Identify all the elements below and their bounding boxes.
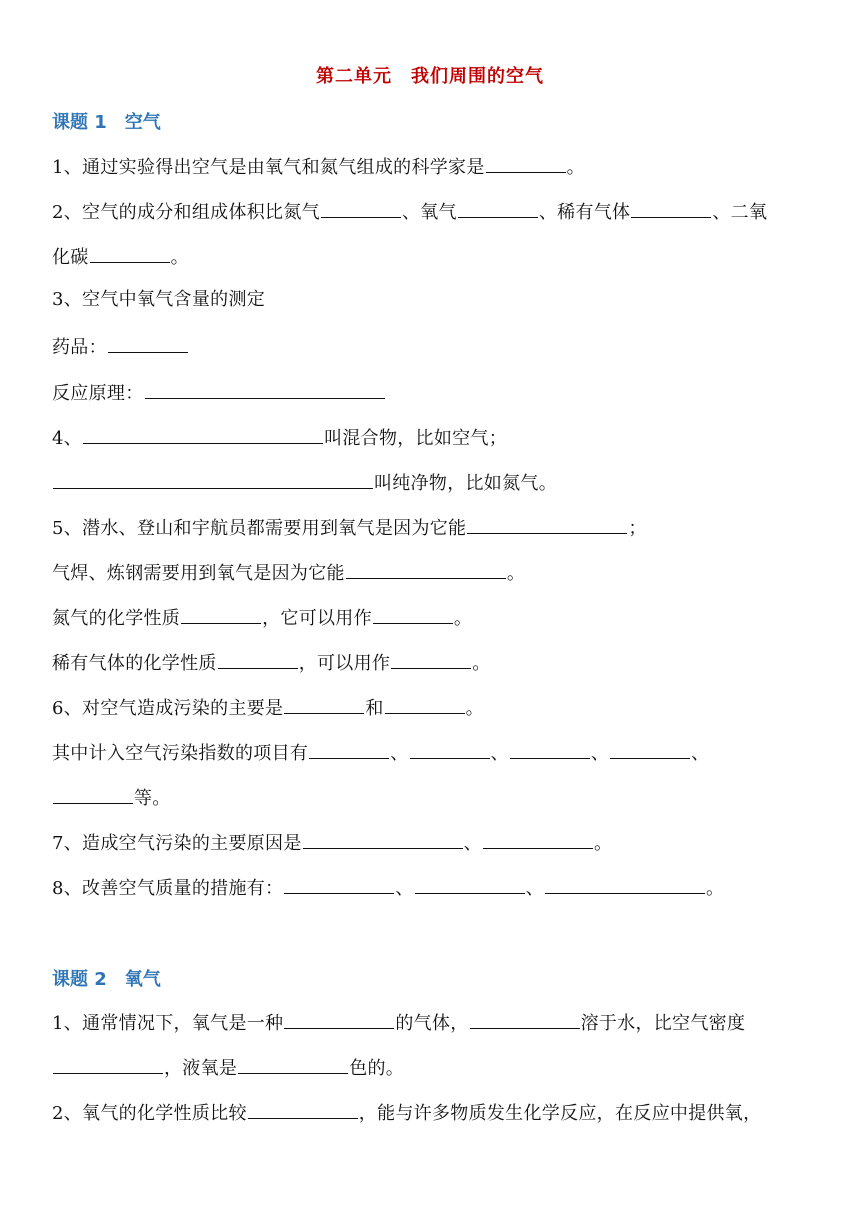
line-text: 氮气的化学性质 xyxy=(52,608,181,629)
line-text: 。 xyxy=(705,878,725,899)
section-heading: 课题 2 氧气 xyxy=(52,969,161,990)
line-text: 反应原理： xyxy=(52,383,144,404)
line-text: 叫纯净物，比如氮气。 xyxy=(374,473,557,494)
line-text: 。 xyxy=(465,698,484,719)
line-text: 3、空气中氧气含量的测定 xyxy=(52,289,266,310)
line-text: 叫混合物，比如空气； xyxy=(324,428,508,449)
line-text: 。 xyxy=(170,247,189,268)
question-line xyxy=(52,875,724,901)
question-line xyxy=(52,199,767,225)
line-text: 其中计入空气污染指数的项目有 xyxy=(52,743,309,764)
question-line xyxy=(52,1010,745,1036)
line-text: 、 xyxy=(490,743,509,764)
question-line xyxy=(52,560,525,586)
question-line xyxy=(52,1100,761,1126)
answer-blank[interactable] xyxy=(483,830,593,849)
question-line xyxy=(52,425,507,451)
line-text: 、 xyxy=(395,878,414,899)
line-text: 的气体， xyxy=(395,1013,469,1034)
answer-blank[interactable] xyxy=(467,515,627,534)
answer-blank[interactable] xyxy=(631,199,711,218)
answer-blank[interactable] xyxy=(218,650,298,669)
line-text: 药品： xyxy=(52,337,107,358)
line-text: 稀有气体的化学性质 xyxy=(52,653,217,674)
question-line xyxy=(52,380,386,406)
line-text: 、 xyxy=(463,833,482,854)
question-line xyxy=(52,740,709,766)
question-line xyxy=(52,288,265,312)
line-text: ，它可以用作 xyxy=(262,608,372,629)
line-text: 5、潜水、登山和宇航员都需要用到氧气是因为它能 xyxy=(52,518,467,539)
question-line xyxy=(52,515,647,541)
answer-blank[interactable] xyxy=(238,1055,348,1074)
line-text: 、氧气 xyxy=(401,202,457,223)
line-text: 、 xyxy=(390,743,409,764)
line-text: 1、通过实验得出空气是由氧气和氮气组成的科学家是 xyxy=(52,157,485,178)
line-text: 、稀有气体 xyxy=(538,202,631,223)
line-text: 、 xyxy=(525,878,544,899)
answer-blank[interactable] xyxy=(415,875,525,894)
answer-blank[interactable] xyxy=(248,1100,358,1119)
answer-blank[interactable] xyxy=(346,560,506,579)
answer-blank[interactable] xyxy=(108,334,188,353)
answer-blank[interactable] xyxy=(284,695,364,714)
unit-title: 第二单元 我们周围的空气 xyxy=(316,66,544,87)
question-line xyxy=(52,695,484,721)
line-text: 。 xyxy=(566,157,585,178)
line-text: 4、 xyxy=(52,428,83,449)
line-text: ，可以用作 xyxy=(298,653,391,674)
line-text: 、二氧 xyxy=(712,202,768,223)
line-text: 6、对空气造成污染的主要是 xyxy=(52,698,284,719)
answer-blank[interactable] xyxy=(53,1055,163,1074)
question-line xyxy=(52,470,557,496)
line-text: 。 xyxy=(506,563,526,584)
question-line xyxy=(52,1055,404,1081)
line-text: 、 xyxy=(691,743,710,764)
answer-blank[interactable] xyxy=(284,1010,394,1029)
answer-blank[interactable] xyxy=(145,380,385,399)
line-text: 。 xyxy=(472,653,491,674)
line-text: 、 xyxy=(590,743,610,764)
line-text: 色的。 xyxy=(349,1058,405,1079)
answer-blank[interactable] xyxy=(90,244,170,263)
line-text: 溶于水，比空气密度 xyxy=(580,1013,746,1034)
answer-blank[interactable] xyxy=(53,785,133,804)
answer-blank[interactable] xyxy=(610,740,690,759)
line-text: 2、氧气的化学性质比较 xyxy=(52,1103,247,1124)
section-heading: 课题 1 空气 xyxy=(52,112,161,133)
answer-blank[interactable] xyxy=(458,199,538,218)
line-text: 2、空气的成分和组成体积比氮气 xyxy=(52,202,320,223)
line-text: 气焊、炼钢需要用到氧气是因为它能 xyxy=(52,563,345,584)
line-text: 。 xyxy=(593,833,613,854)
answer-blank[interactable] xyxy=(486,154,566,173)
answer-blank[interactable] xyxy=(373,605,453,624)
answer-blank[interactable] xyxy=(321,199,401,218)
line-text: 7、造成空气污染的主要原因是 xyxy=(52,833,302,854)
answer-blank[interactable] xyxy=(53,470,373,489)
answer-blank[interactable] xyxy=(181,605,261,624)
answer-blank[interactable] xyxy=(385,695,465,714)
answer-blank[interactable] xyxy=(510,740,590,759)
line-text: 和 xyxy=(365,698,384,719)
question-line xyxy=(52,154,585,180)
answer-blank[interactable] xyxy=(284,875,394,894)
line-text: 1、通常情况下，氧气是一种 xyxy=(52,1013,284,1034)
line-text: ，能与许多物质发生化学反应，在反应中提供氧， xyxy=(358,1103,762,1124)
line-text: 8、改善空气质量的措施有： xyxy=(52,878,284,899)
answer-blank[interactable] xyxy=(303,830,463,849)
answer-blank[interactable] xyxy=(410,740,490,759)
line-text: ，液氧是 xyxy=(164,1058,238,1079)
answer-blank[interactable] xyxy=(309,740,389,759)
answer-blank[interactable] xyxy=(545,875,705,894)
line-text: 等。 xyxy=(134,788,171,809)
question-line xyxy=(52,785,171,811)
question-line xyxy=(52,244,189,270)
line-text: 化碳 xyxy=(52,247,89,268)
answer-blank[interactable] xyxy=(470,1010,580,1029)
line-text: ； xyxy=(628,518,647,539)
question-line xyxy=(52,650,491,676)
answer-blank[interactable] xyxy=(391,650,471,669)
answer-blank[interactable] xyxy=(83,425,323,444)
question-line xyxy=(52,830,612,856)
question-line xyxy=(52,334,189,360)
question-line xyxy=(52,605,472,631)
line-text: 。 xyxy=(453,608,473,629)
